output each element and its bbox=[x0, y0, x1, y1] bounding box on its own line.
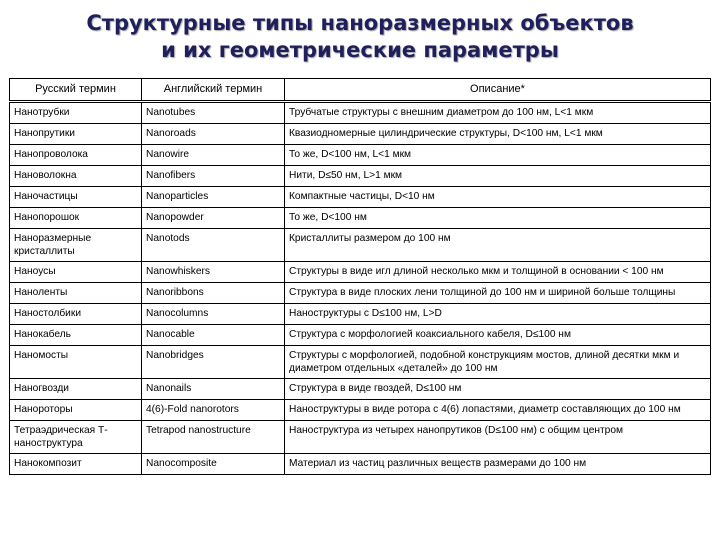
cell-english-term: Tetrapod nanostructure bbox=[142, 421, 285, 454]
table-row bbox=[10, 102, 711, 124]
table-row bbox=[10, 229, 711, 262]
table-row bbox=[10, 325, 711, 346]
cell-english-term: Nanocable bbox=[142, 325, 285, 346]
cell-english-term: Nanopowder bbox=[142, 208, 285, 229]
table-row bbox=[10, 124, 711, 145]
cell-russian-term: Нанопорошок bbox=[10, 208, 142, 229]
cell-description: Структура в виде гвоздей, D≤100 нм bbox=[285, 379, 711, 400]
cell-english-term: Nanotods bbox=[142, 229, 285, 262]
cell-russian-term: Тетраэдрическая Т-наноструктура bbox=[10, 421, 142, 454]
nano-types-table bbox=[9, 78, 711, 475]
cell-description: Материал из частиц различных веществ размерами до 100 нм bbox=[285, 454, 711, 475]
table-row bbox=[10, 304, 711, 325]
cell-english-term: Nanocomposite bbox=[142, 454, 285, 475]
cell-description: Структуры в виде игл длиной несколько мкм и толщиной в основании < 100 нм bbox=[285, 262, 711, 283]
table-row bbox=[10, 346, 711, 379]
cell-description: Компактные частицы, D<10 нм bbox=[285, 187, 711, 208]
header-english-term: Английский термин bbox=[142, 79, 285, 102]
header-russian-term: Русский термин bbox=[10, 79, 142, 102]
cell-russian-term: Нанопрутики bbox=[10, 124, 142, 145]
cell-description: То же, D<100 нм bbox=[285, 208, 711, 229]
cell-russian-term: Наностолбики bbox=[10, 304, 142, 325]
cell-english-term: Nanoribbons bbox=[142, 283, 285, 304]
table-row bbox=[10, 400, 711, 421]
table-row bbox=[10, 283, 711, 304]
table-row bbox=[10, 421, 711, 454]
cell-russian-term: Нанокомпозит bbox=[10, 454, 142, 475]
cell-russian-term: Наномосты bbox=[10, 346, 142, 379]
table-row bbox=[10, 262, 711, 283]
cell-russian-term: Наночастицы bbox=[10, 187, 142, 208]
cell-english-term: Nanowhiskers bbox=[142, 262, 285, 283]
cell-english-term: Nanoparticles bbox=[142, 187, 285, 208]
cell-russian-term: Наногвозди bbox=[10, 379, 142, 400]
cell-english-term: 4(6)-Fold nanorotors bbox=[142, 400, 285, 421]
cell-english-term: Nanotubes bbox=[142, 102, 285, 124]
table-row bbox=[10, 379, 711, 400]
cell-english-term: Nanofibers bbox=[142, 166, 285, 187]
table-row bbox=[10, 145, 711, 166]
cell-russian-term: Нанопроволока bbox=[10, 145, 142, 166]
cell-description: То же, D<100 нм, L<1 мкм bbox=[285, 145, 711, 166]
table-row bbox=[10, 166, 711, 187]
table-row bbox=[10, 454, 711, 475]
cell-english-term: Nanocolumns bbox=[142, 304, 285, 325]
cell-russian-term: Наноусы bbox=[10, 262, 142, 283]
cell-english-term: Nanobridges bbox=[142, 346, 285, 379]
cell-russian-term: Нанороторы bbox=[10, 400, 142, 421]
table-row bbox=[10, 187, 711, 208]
cell-description: Трубчатые структуры с внешним диаметром до 100 нм, L<1 мкм bbox=[285, 102, 711, 124]
cell-description: Структура в виде плоских лени толщиной до 100 нм и шириной больше толщины bbox=[285, 283, 711, 304]
table-row bbox=[10, 208, 711, 229]
cell-description: Нити, D≤50 нм, L>1 мкм bbox=[285, 166, 711, 187]
table-header-row bbox=[10, 79, 711, 102]
cell-description: Наноструктура из четырех нанопрутиков (D≤100 нм) с общим центром bbox=[285, 421, 711, 454]
cell-description: Структуры с морфологией, подобной конструкциям мостов, длиной десятки мкм и диаметром отдельных «деталей» до 100 нм bbox=[285, 346, 711, 379]
cell-russian-term: Нанокабель bbox=[10, 325, 142, 346]
cell-description: Структура с морфологией коаксиального кабеля, D≤100 нм bbox=[285, 325, 711, 346]
cell-english-term: Nanonails bbox=[142, 379, 285, 400]
cell-russian-term: Наноленты bbox=[10, 283, 142, 304]
cell-description: Кристаллиты размером до 100 нм bbox=[285, 229, 711, 262]
header-description: Описание* bbox=[285, 79, 711, 102]
cell-description: Наноструктуры в виде ротора с 4(6) лопастями, диаметр составляющих до 100 нм bbox=[285, 400, 711, 421]
page-title bbox=[0, 10, 720, 64]
cell-russian-term: Нанотрубки bbox=[10, 102, 142, 124]
cell-russian-term: Нановолокна bbox=[10, 166, 142, 187]
cell-english-term: Nanoroads bbox=[142, 124, 285, 145]
title-line-2: и их геометрические параметры bbox=[161, 38, 559, 62]
cell-description: Квазиодномерные цилиндрические структуры, D<100 нм, L<1 мкм bbox=[285, 124, 711, 145]
cell-russian-term: Наноразмерные кристаллиты bbox=[10, 229, 142, 262]
cell-english-term: Nanowire bbox=[142, 145, 285, 166]
title-line-1: Структурные типы наноразмерных объектов bbox=[86, 11, 634, 35]
cell-description: Наноструктуры с D≤100 нм, L>D bbox=[285, 304, 711, 325]
